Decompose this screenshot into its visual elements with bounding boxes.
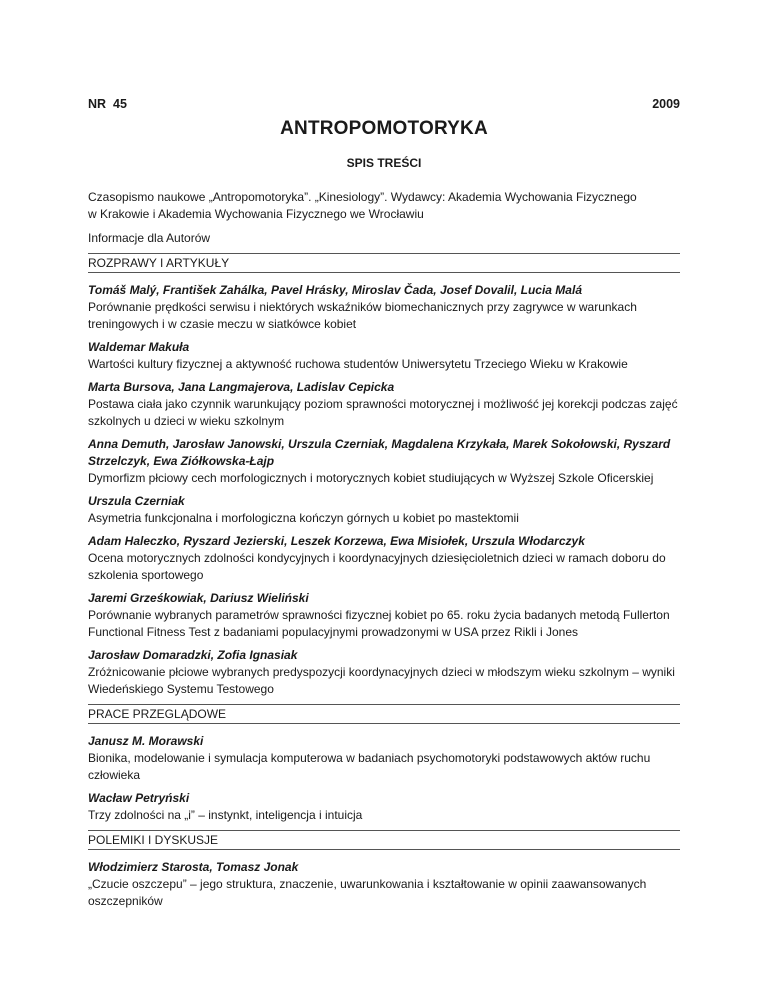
entry-authors: Adam Haleczko, Ryszard Jezierski, Leszek Korzewa, Ewa Misiołek, Urszula Włodarczyk <box>88 534 585 548</box>
entry-title: Bionika, modelowanie i symulacja komputerowa w badaniach psychomotoryki podstawowych aktów ruchu człowieka <box>88 751 651 782</box>
journal-title: ANTROPOMOTORYKA <box>280 118 488 139</box>
entry-title: „Czucie oszczepu” – jego struktura, znaczenie, uwarunkowania i kształtowanie w opinii zaawansowanych oszczepników <box>88 877 647 908</box>
intro-line-1: Czasopismo naukowe „Antropomotoryka”. „Kinesiology”. Wydawcy: Akademia Wychowania Fizycznego <box>88 190 637 204</box>
entry-authors: Jarosław Domaradzki, Zofia Ignasiak <box>88 648 298 662</box>
toc-entry <box>88 436 680 487</box>
journal-intro <box>88 189 680 247</box>
entry-title: Porównanie wybranych parametrów sprawności fizycznej kobiet po 65. roku życia badanych metodą Fullerton Functional Fitness Test z badaniami populacyjnymi prowadzonymi w USA przez Rikli i Jones <box>88 608 670 639</box>
toc-entry <box>88 590 680 641</box>
entry-title: Dymorfizm płciowy cech morfologicznych i motorycznych kobiet studiujących w Wyższej Szkole Oficerskiej <box>88 471 654 485</box>
entry-authors: Wacław Petryński <box>88 791 190 805</box>
section-heading: POLEMIKI I DYSKUSJE <box>88 830 680 850</box>
section-heading: PRACE PRZEGLĄDOWE <box>88 704 680 724</box>
toc-page <box>88 96 680 916</box>
toc-entry <box>88 533 680 584</box>
entry-title: Porównanie prędkości serwisu i niektórych wskaźników biomechanicznych przy zagrywce w warunkach treningowych i w czasie meczu w siatkówce kobiet <box>88 300 637 331</box>
entry-authors: Janusz M. Morawski <box>88 734 204 748</box>
entry-title: Asymetria funkcjonalna i morfologiczna kończyn górnych u kobiet po mastektomii <box>88 511 519 525</box>
entry-authors: Włodzimierz Starosta, Tomasz Jonak <box>88 860 299 874</box>
intro-line-2: w Krakowie i Akademia Wychowania Fizycznego we Wrocławiu <box>88 207 424 221</box>
toc-entry <box>88 339 680 373</box>
toc-entry <box>88 790 680 824</box>
issue-number: NR 45 <box>88 97 127 111</box>
page-header <box>88 96 680 112</box>
entry-authors: Waldemar Makuła <box>88 340 190 354</box>
toc-entry <box>88 733 680 784</box>
toc-entry <box>88 493 680 527</box>
entry-title: Postawa ciała jako czynnik warunkujący poziom sprawności motorycznej i możliwość jej korekcji podczas zajęć szkolnych u dzieci w wieku szkolnym <box>88 397 678 428</box>
entry-authors: Anna Demuth, Jarosław Janowski, Urszula Czerniak, Magdalena Krzykała, Marek Sokołowski, Ryszard Strzelczyk, Ewa Ziółkowska-Łajp <box>88 437 671 468</box>
section-heading: ROZPRAWY I ARTYKUŁY <box>88 253 680 273</box>
entry-authors: Jaremi Grześkowiak, Dariusz Wieliński <box>88 591 309 605</box>
entry-title: Zróżnicowanie płciowe wybranych predyspozycji koordynacyjnych dzieci w młodszym wieku szkolnym – wyniki Wiedeńskiego Systemu Testowego <box>88 665 675 696</box>
toc-entry <box>88 379 680 430</box>
issue-year: 2009 <box>652 97 680 111</box>
toc-title: SPIS TREŚCI <box>346 156 422 170</box>
entry-title: Trzy zdolności na „i” – instynkt, inteligencja i intuicja <box>88 808 363 822</box>
entry-authors: Marta Bursova, Jana Langmajerova, Ladislav Cepicka <box>88 380 395 394</box>
entry-authors: Tomáš Malý, František Zahálka, Pavel Hrásky, Miroslav Čada, Josef Dovalil, Lucia Malá <box>88 283 582 297</box>
entry-title: Wartości kultury fizycznej a aktywność ruchowa studentów Uniwersytetu Trzeciego Wieku w Krakowie <box>88 357 628 371</box>
toc-entry <box>88 282 680 333</box>
toc-entry <box>88 647 680 698</box>
entry-title: Ocena motorycznych zdolności kondycyjnych i koordynacyjnych dziesięcioletnich dzieci w ramach doboru do szkolenia sportowego <box>88 551 666 582</box>
authors-info-link: Informacje dla Autorów <box>88 231 211 245</box>
toc-entry <box>88 859 680 910</box>
entry-authors: Urszula Czerniak <box>88 494 185 508</box>
